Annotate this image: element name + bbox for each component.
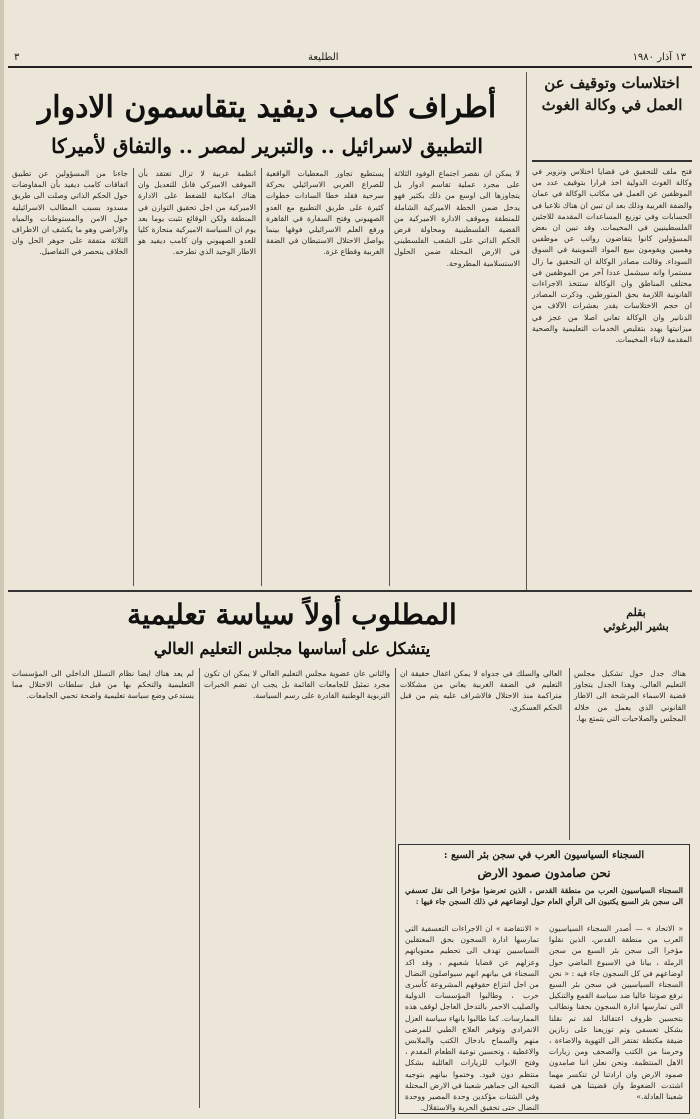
page-header [8,48,692,68]
prisoners-box [398,844,690,1114]
camp-david-column-3: انظمة عربية لا تزال تعتقد بأن الموقف الاميركي قابل للتعديل وان هناك امكانية للضغط على الادارة الاميركية من اجل تحقيق التوازن في المنطقة ولكن الوقائع تثبت يوما بعد يوم ان السياسة الاميركية منحازة كليا للعدو الصهيوني وان كامب ديفيد هو الاطار الوحيد الذي تطرحه. [138,169,256,257]
education-column-2: العالي والسلك في جدواه لا يمكن اغفال حقيقة ان التعليم في الضفة الغربية يعاني من مشكلات متراكمة منذ الاحتلال فالاشراف عليه يتم من قبل الحكم العسكري. [400,669,562,712]
prisoners-box-title: السجناء السياسيون العرب في سجن بئر السبع : [443,850,645,861]
column-rule [569,668,570,840]
camp-david-column-4: جاءنا من المسؤولين عن تطبيق اتفاقات كامب ديفيد بأن المفاوضات حول الحكم الذاتي وصلت الى طريق مسدود بسبب المطالب الاسرائيلية حول الامن والمستوطنات والمياه والاراضي وهو ما يكشف ان الاطراف الثلاثة متفقة على جوهر الحل وان الخلاف ينحصر في التفاصيل. [12,169,128,257]
education-column-1: هناك جدل حول تشكيل مجلس التعليم العالي. وهذا الجدل يتجاوز قضية الاسماء المرشحة الى الاطار القانوني الذي يعمل من خلاله المجلس والصلاحيات التي يتمتع بها. [574,669,686,723]
sidebar-headline: اختلاسات وتوقيف عن العمل في وكالة الغوث [541,74,683,114]
education-subheadline: يتشكل على أساسها مجلس التعليم العالي [153,639,431,658]
education-column-4: لم يعد هناك ايضا نظام التسلل الداخلي الى المؤسسات التعليمية والتحكم بها من قبل سلطات الاحتلال مما يستدعي وضع سياسة تعليمية واضحة تحمي الجامعات. [12,669,194,701]
sidebar-column-rule [526,72,527,592]
newspaper-name: الطليعة [308,51,339,63]
page-number: ٣ [14,51,20,63]
section-divider [8,590,692,592]
prisoners-column-right: « الاتحاد » — أصدر السجناء السياسيون العرب من منطقة القدس، الذين نقلوا مؤخرا الى سجن بئر السبع من سجن الرملة ، بيانا في الاسبوع الماضي حول اوضاعهم في كل السجون جاء فيه : « نحن السجناء السياسيين في سجن بئر السبع نرفع صوتنا عاليا ضد سياسة القمع والتنكيل التي تمارسها ادارة السجون بحقنا ونطالب بتحسين ظروف اعتقالنا. لقد تم نقلنا بشكل تعسفي وتم توزيعنا على زنازين ضيقة مكتظة تفتقر الى التهوية والاضاءة ، وحرمنا من الكتب والصحف ومن زيارات الاهل المنتظمة. ونحن نعلن اننا صامدون صمود الارض وان ارادتنا لن تنكسر مهما اشتدت الضغوط وان قضيتنا هي قضية شعبنا العادلة.» [549,924,683,1102]
prisoners-box-subtitle: نحن صامدون صمود الارض [477,866,611,880]
sidebar-body: فتح ملف للتحقيق في قضايا اختلاس وتزوير في وكالة الغوث الدولية اخذ قرارا بتوقيف عدد من الموظفين عن العمل في مكاتب الوكالة في عمان والضفة الغربية وذلك بعد ان تبين ان هناك تلاعبا في الحسابات وفي توزيع المساعدات المقدمة للاجئين الفلسطينيين في المخيمات. وقد تبين ان بعض المسؤولين كانوا يتقاضون رواتب عن موظفين وهميين ويقومون ببيع المواد التموينية في السوق السوداء. وقالت مصادر الوكالة ان التحقيق ما زال مستمرا وانه سيشمل عددا آخر من الموظفين في مختلف المناطق وان الوكالة ستتخذ الاجراءات القانونية اللازمة بحق المتورطين. وذكرت المصادر ان حجم الاختلاسات يقدر بعشرات الآلاف من الدنانير وان الوكالة تعاني اصلا من عجز في ميزانيتها يهدد بتقليص الخدمات التعليمية والصحية المقدمة لابناء المخيمات. [532,167,692,345]
prisoners-intro: السجناء السياسيون العرب من منطقة القدس ، الذين تعرضوا مؤخرا الى نقل تعسفي الى سجن بئر السبع يكتبون الى الرأي العام حول اوضاعهم في ذلك السجن جاء فيها : [405,886,683,907]
education-column-3: والثاني عان عضوية مجلس التعليم العالي لا يمكن ان تكون مجرد تمثيل للجامعات القائمة بل يجب ان تضم الخبرات التربوية الوطنية القادرة على رسم السياسة. [204,669,390,701]
byline-author: بشير البرغوثي [603,620,669,633]
column-rule [395,668,396,1119]
sidebar-divider [532,160,692,162]
page-gutter [0,0,4,1119]
column-rule [389,168,390,586]
camp-david-headline: أطراف كامب ديفيد يتقاسمون الادوار [37,90,497,125]
byline-label: بقلم [626,606,646,619]
issue-date: ١٣ آذار ١٩٨٠ [632,51,686,63]
column-rule [133,168,134,586]
education-byline [588,606,684,634]
camp-david-subheadline: التطبيق لاسرائيل .. والتبرير لمصر .. والتفاق لأميركا [51,134,483,158]
education-headline: المطلوب أولاً سياسة تعليمية [127,598,457,631]
camp-david-column-2: يستطيع تجاوز المعطيات الواقعية للصراع العربي الاسرائيلي بحركة سرحية فقلد خطا السادات خطوات كثيرة على طريق التطبيع مع العدو الصهيوني وفتح السفارة في القاهرة ورفع العلم الاسرائيلي فوقها بينما يواصل الاحتلال الاستيطان في الضفة الغربية وقطاع غزة. [266,169,384,257]
column-rule [199,668,200,1108]
prisoners-column-left: « الانتفاضة » ان الاجراءات التعسفية التي تمارسها ادارة السجون بحق المعتقلين السياسيين تهدف الى تحطيم معنوياتهم وعزلهم عن قضايا شعبهم ، وقد اكد السجناء في بيانهم انهم سيواصلون النضال من اجل انتزاع حقوقهم المشروعة كأسرى حرب ، وطالبوا المؤسسات الدولية والصليب الاحمر بالتدخل العاجل لوقف هذه الممارسات. كما طالبوا بانهاء سياسة العزل الانفرادي وتوفير العلاج الطبي للمرضى منهم والسماح بادخال الكتب والملابس والاغطية ، وتحسين نوعية الطعام المقدم ، وفتح الابواب للزيارات العائلية بشكل منتظم دون قيود. وختموا بيانهم بتوجيه التحية الى جماهير شعبنا في الارض المحتلة وفي الشتات مؤكدين وحدة المصير ووحدة النضال حتى تحقيق الحرية والاستقلال. [405,924,539,1113]
column-rule [261,168,262,586]
camp-david-column-1: لا يمكن ان نقصر اجتماع الوفود الثلاثة على مجرد عملية تقاسم ادوار بل يتجاوزها الى اوسع من ذلك بكثير فهو يدخل ضمن الخطة الاميركية الشاملة للمنطقة وموقف الادارة الاميركية من القضية الفلسطينية ومحاولة فرض الحكم الذاتي على الشعب الفلسطيني في الارض المحتلة ضمن الحلول الاستسلامية المطروحة. [394,169,520,268]
